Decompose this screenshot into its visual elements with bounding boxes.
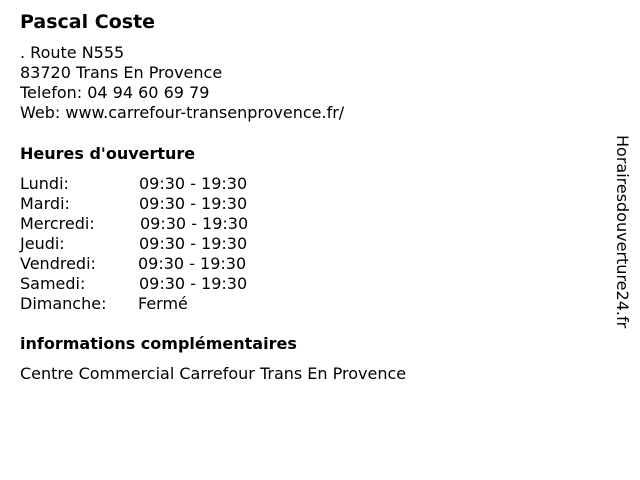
day-label: Dimanche: [20, 294, 107, 313]
address-line-city: 83720 Trans En Provence [20, 63, 223, 82]
time-value: 09:30 - 19:30 [140, 214, 249, 233]
store-address-block [20, 43, 344, 123]
time-value: 09:30 - 19:30 [138, 254, 247, 273]
phone-number: Telefon: 04 94 60 69 79 [20, 83, 210, 102]
day-label: Mardi: [20, 194, 70, 213]
time-value: 09:30 - 19:30 [139, 174, 248, 193]
time-value: 09:30 - 19:30 [139, 234, 248, 253]
time-value: 09:30 - 19:30 [139, 194, 248, 213]
day-label: Mercredi: [20, 214, 95, 233]
day-label: Vendredi: [20, 254, 96, 273]
additional-info-heading: informations complémentaires [20, 334, 297, 353]
website-link[interactable]: Web: www.carrefour-transenprovence.fr/ [20, 103, 345, 122]
time-value: 09:30 - 19:30 [139, 274, 248, 293]
day-label: Lundi: [20, 174, 69, 193]
day-label: Jeudi: [20, 234, 65, 253]
additional-info-text: Centre Commercial Carrefour Trans En Provence [20, 364, 407, 383]
site-watermark: Horairesdouverture24.fr [613, 135, 632, 329]
store-name: Pascal Coste [20, 11, 156, 33]
address-line-street: . Route N555 [20, 43, 125, 62]
day-label: Samedi: [20, 274, 86, 293]
time-value: Fermé [138, 294, 188, 313]
opening-hours-heading: Heures d'ouverture [20, 144, 196, 163]
